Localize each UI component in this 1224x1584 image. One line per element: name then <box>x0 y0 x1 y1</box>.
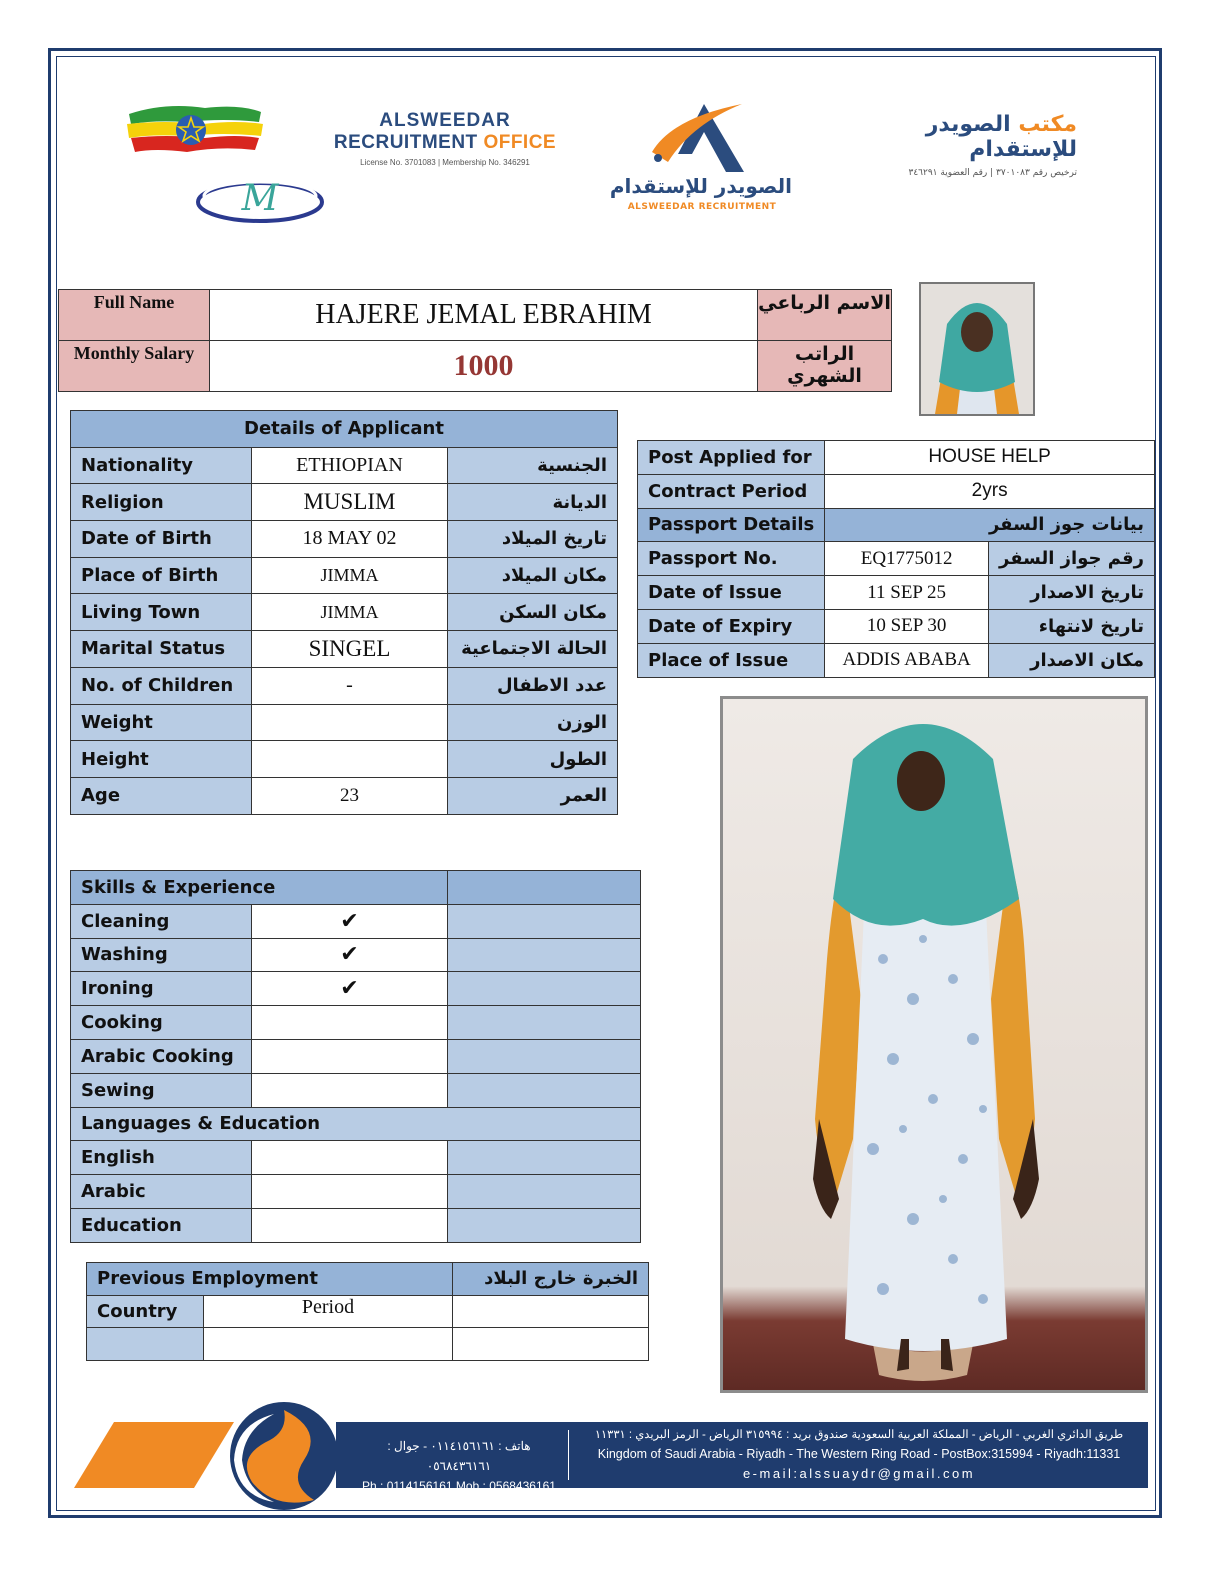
skills-table <box>70 870 641 1243</box>
language-label: Arabic <box>71 1175 252 1209</box>
country-label: Country <box>87 1295 204 1328</box>
details-value: SINGEL <box>252 631 448 668</box>
skill-label: Washing <box>71 938 252 972</box>
office-arabic-title-a: مكتب <box>1010 112 1077 137</box>
m-logo-icon <box>194 172 326 224</box>
details-label: Weight <box>71 704 252 741</box>
salary-label: Monthly Salary <box>59 341 210 392</box>
passport-value: 11 SEP 25 <box>825 576 989 610</box>
a-logo <box>609 98 792 218</box>
details-label: Age <box>71 777 252 814</box>
details-header-row <box>71 411 618 448</box>
footer-email[interactable]: e-mail:alssuaydr@gmail.com <box>742 1466 976 1481</box>
details-table <box>70 410 618 815</box>
period-label: Period <box>204 1295 453 1328</box>
contract-row <box>638 474 1155 508</box>
skill-label: Cleaning <box>71 904 252 938</box>
details-label: Religion <box>71 484 252 521</box>
footer-phone <box>354 1436 564 1496</box>
details-row <box>71 557 618 594</box>
m-logo-letter: M <box>241 178 279 219</box>
passport-value: EQ1775012 <box>825 542 989 576</box>
language-label: English <box>71 1141 252 1175</box>
a-logo-arabic: الصويدر للإستقدام <box>609 174 792 198</box>
skill-row <box>71 1039 641 1073</box>
details-arabic: الديانة <box>448 484 618 521</box>
brand-line1: ALSWEEDAR <box>379 110 511 131</box>
skill-value <box>252 1073 448 1107</box>
skill-check-icon: ✔ <box>252 972 448 1006</box>
salary-arabic: الراتب الشهري <box>758 341 892 392</box>
footer-logo-icon <box>74 1400 336 1510</box>
language-extra <box>448 1208 641 1242</box>
previous-columns-row <box>87 1295 649 1328</box>
details-value: JIMMA <box>252 557 448 594</box>
details-row <box>71 594 618 631</box>
skills-header-blank <box>448 871 641 905</box>
brand-license: License No. 3701083 | Membership No. 346291 <box>360 158 530 167</box>
passport-arabic: رقم جواز السفر <box>989 542 1155 576</box>
previous-extra-header <box>453 1295 649 1328</box>
language-row <box>71 1175 641 1209</box>
a-letter-icon <box>612 98 792 178</box>
details-arabic: مكان السكن <box>448 594 618 631</box>
footer-address-english: Kingdom of Saudi Arabia - Riyadh - The Western Ring Road - PostBox:315994 - Riyadh:11331 <box>597 1447 1121 1461</box>
details-arabic: الطول <box>448 741 618 778</box>
previous-title: Previous Employment <box>87 1263 453 1296</box>
office-arabic-title <box>822 112 1077 162</box>
details-label: Living Town <box>71 594 252 631</box>
passport-header: Passport Details <box>638 508 825 542</box>
details-arabic: الحالة الاجتماعية <box>448 631 618 668</box>
details-row <box>71 484 618 521</box>
passport-row <box>638 609 1155 643</box>
passport-label: Date of Expiry <box>638 609 825 643</box>
salary-value: 1000 <box>210 341 758 392</box>
skill-row <box>71 904 641 938</box>
languages-header-row <box>71 1107 641 1141</box>
office-arabic-title-b: الصويدر للإستقدام <box>925 112 1077 162</box>
passport-label: Place of Issue <box>638 643 825 677</box>
details-value: JIMMA <box>252 594 448 631</box>
passport-value: ADDIS ABABA <box>825 643 989 677</box>
skill-label: Sewing <box>71 1073 252 1107</box>
language-label: Education <box>71 1208 252 1242</box>
details-value <box>252 704 448 741</box>
languages-title: Languages & Education <box>71 1107 641 1141</box>
details-arabic: العمر <box>448 777 618 814</box>
brand-line2a: RECRUITMENT <box>333 132 484 153</box>
details-label: Height <box>71 741 252 778</box>
skill-label: Arabic Cooking <box>71 1039 252 1073</box>
details-row <box>71 631 618 668</box>
applicant-photo-full <box>720 696 1148 1393</box>
details-arabic: مكان الميلاد <box>448 557 618 594</box>
language-row <box>71 1141 641 1175</box>
skill-label: Cooking <box>71 1006 252 1040</box>
details-label: No. of Children <box>71 667 252 704</box>
skill-extra <box>448 904 641 938</box>
post-passport-table <box>637 440 1155 678</box>
footer-divider <box>568 1430 569 1480</box>
details-value: 18 MAY 02 <box>252 521 448 558</box>
skills-header-row <box>71 871 641 905</box>
details-row <box>71 777 618 814</box>
details-row <box>71 667 618 704</box>
details-row <box>71 704 618 741</box>
skill-check-icon: ✔ <box>252 904 448 938</box>
brand-english <box>330 110 560 167</box>
skill-value <box>252 1039 448 1073</box>
skill-row <box>71 1006 641 1040</box>
post-row <box>638 441 1155 475</box>
skill-extra <box>448 972 641 1006</box>
contract-label: Contract Period <box>638 474 825 508</box>
contract-value: 2yrs <box>825 474 1155 508</box>
full-name-arabic: الاسم الرباعي <box>758 290 892 341</box>
skill-value <box>252 1006 448 1040</box>
brand-line2 <box>330 132 560 154</box>
previous-title-arabic: الخبرة خارج البلاد <box>453 1263 649 1296</box>
details-label: Date of Birth <box>71 521 252 558</box>
language-value <box>252 1175 448 1209</box>
previous-row <box>87 1328 649 1361</box>
previous-employment-table <box>86 1262 649 1361</box>
passport-row <box>638 576 1155 610</box>
full-name-row <box>59 290 892 341</box>
footer-address-arabic: طريق الدائري الغربي - الرياض - المملكة العربية السعودية صندوق بريد : ٣١٥٩٩٤ الرياض - الرمز البريدي : ١١٣٣١ <box>594 1429 1124 1441</box>
a-logo-english: ALSWEEDAR RECRUITMENT <box>627 202 777 212</box>
passport-header-arabic: بيانات جوز السفر <box>825 508 1155 542</box>
passport-row <box>638 643 1155 677</box>
previous-header-row <box>87 1263 649 1296</box>
details-label: Marital Status <box>71 631 252 668</box>
office-arabic <box>822 112 1077 178</box>
name-salary-table <box>58 289 892 392</box>
passport-row <box>638 542 1155 576</box>
passport-value: 10 SEP 30 <box>825 609 989 643</box>
language-extra <box>448 1175 641 1209</box>
skills-title: Skills & Experience <box>71 871 448 905</box>
previous-country <box>87 1328 204 1361</box>
details-label: Place of Birth <box>71 557 252 594</box>
passport-label: Date of Issue <box>638 576 825 610</box>
passport-arabic: تاريخ الاصدار <box>989 576 1155 610</box>
footer-phone-arabic: هاتف : ٠١١٤١٥٦١٦١ - جوال : ٠٥٦٨٤٣٦١٦١ <box>387 1439 531 1473</box>
details-value <box>252 741 448 778</box>
post-value: HOUSE HELP <box>825 441 1155 475</box>
language-value <box>252 1208 448 1242</box>
applicant-photo-small <box>919 282 1035 416</box>
details-arabic: الجنسية <box>448 447 618 484</box>
details-value: - <box>252 667 448 704</box>
footer-phone-english: Ph : 0114156161 Mob : 0568436161 <box>362 1479 556 1493</box>
passport-arabic: مكان الاصدار <box>989 643 1155 677</box>
details-row <box>71 447 618 484</box>
skill-extra <box>448 1073 641 1107</box>
office-arabic-license: ترخيص رقم ٣٧٠١٠٨٣ | رقم العضوية ٣٤٦٢٩١ <box>908 168 1077 178</box>
skill-extra <box>448 938 641 972</box>
details-value: 23 <box>252 777 448 814</box>
details-arabic: الوزن <box>448 704 618 741</box>
language-extra <box>448 1141 641 1175</box>
ethiopia-flag-icon <box>125 100 265 158</box>
footer <box>74 1400 1150 1510</box>
footer-address <box>574 1426 1144 1483</box>
salary-row <box>59 341 892 392</box>
details-arabic: عدد الاطفال <box>448 667 618 704</box>
brand-line2b: OFFICE <box>483 132 557 153</box>
full-name-label: Full Name <box>59 290 210 341</box>
details-arabic: تاريخ الميلاد <box>448 521 618 558</box>
language-row <box>71 1208 641 1242</box>
post-label: Post Applied for <box>638 441 825 475</box>
details-value: MUSLIM <box>252 484 448 521</box>
passport-arabic: تاريخ لانتهاء <box>989 609 1155 643</box>
skill-row <box>71 1073 641 1107</box>
details-row <box>71 741 618 778</box>
details-label: Nationality <box>71 447 252 484</box>
details-value: ETHIOPIAN <box>252 447 448 484</box>
previous-extra <box>453 1328 649 1361</box>
previous-period <box>204 1328 453 1361</box>
details-title: Details of Applicant <box>71 411 618 448</box>
full-name-value: HAJERE JEMAL EBRAHIM <box>210 290 758 341</box>
passport-label: Passport No. <box>638 542 825 576</box>
skill-extra <box>448 1039 641 1073</box>
details-row <box>71 521 618 558</box>
passport-header-row <box>638 508 1155 542</box>
language-value <box>252 1141 448 1175</box>
skill-extra <box>448 1006 641 1040</box>
skill-check-icon: ✔ <box>252 938 448 972</box>
skill-label: Ironing <box>71 972 252 1006</box>
skill-row <box>71 938 641 972</box>
skill-row <box>71 972 641 1006</box>
